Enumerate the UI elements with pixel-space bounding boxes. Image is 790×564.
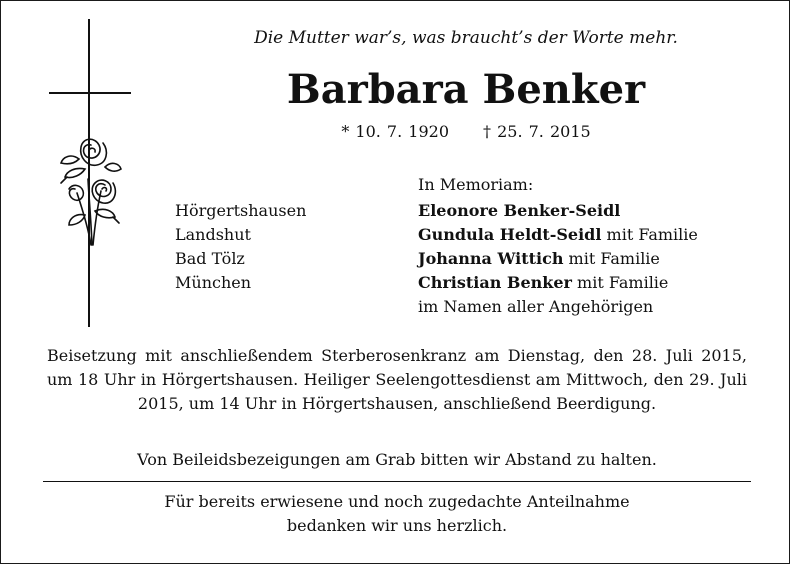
- in-memoriam-label: In Memoriam:: [418, 175, 534, 194]
- mourner-entry: [418, 223, 698, 247]
- funeral-announcement: Beisetzung mit anschließendem Sterberosenkranz am Dienstag, den 28. Juli 2015, um 18 Uhr in Hörgertshausen. Heiliger Seelengottesdienst am Mittwoch, den 29. Juli 2015, um 14 Uhr in Hörgertshausen, anschließend Beerdigung.: [47, 346, 747, 413]
- mourner-names: [418, 199, 698, 319]
- mourner-suffix: mit Familie: [571, 273, 669, 292]
- thanks-text: [47, 490, 747, 538]
- place-item: Bad Tölz: [175, 249, 245, 268]
- condolence-request: Von Beileidsbezeigungen am Grab bitten wir Abstand zu halten.: [137, 450, 657, 469]
- deceased-name: Barbara Benker: [286, 66, 646, 113]
- mourner-suffix: mit Familie: [563, 249, 660, 268]
- cross-icon: [41, 19, 141, 329]
- cross-horizontal-beam: [49, 92, 131, 94]
- mourner-entry: [418, 199, 698, 223]
- divider: [43, 481, 751, 482]
- mourner-entry: [418, 271, 698, 295]
- place-item: München: [175, 273, 252, 292]
- mourner-name: Christian Benker: [418, 273, 572, 292]
- mourner-name: Gundula Heldt-Seidl: [418, 225, 602, 244]
- thanks-line: Für bereits erwiesene und noch zugedachte Anteilnahme: [164, 492, 630, 511]
- thanks-line: bedanken wir uns herzlich.: [286, 516, 508, 535]
- motto: Die Mutter war’s, was braucht’s der Worte mehr.: [254, 28, 678, 48]
- place-item: Hörgertshausen: [175, 201, 307, 220]
- life-dates: [201, 120, 731, 144]
- birth-date: * 10. 7. 1920: [341, 122, 449, 141]
- mourner-suffix: mit Familie: [601, 225, 698, 244]
- rose-bouquet-icon: [55, 119, 125, 249]
- place-item: Landshut: [175, 225, 251, 244]
- mourner-name: Eleonore Benker-Seidl: [418, 201, 621, 220]
- death-date: † 25. 7. 2015: [483, 122, 591, 141]
- mourner-entry: [418, 247, 698, 271]
- mourner-places: [175, 199, 306, 295]
- mourners-closing: im Namen aller Angehörigen: [418, 297, 654, 316]
- mourner-name: Johanna Wittich: [418, 249, 564, 268]
